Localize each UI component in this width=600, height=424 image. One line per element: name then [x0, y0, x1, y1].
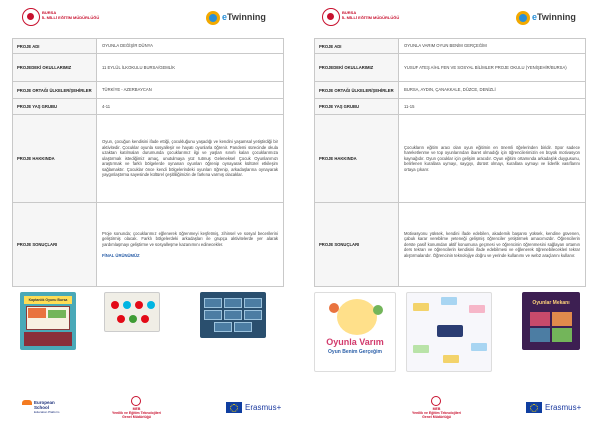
meb-emblem-icon	[131, 396, 141, 406]
yegitek-logo: MEB Yenilik ve Eğitim Teknolojileri Genel Müdürlüğü	[112, 396, 161, 420]
table-row: PROJE HAKKINDA Oyun, çocuğun kendisini ifade ettiği, çocukluğunu yaşadığı ve kendini yaşamsal yetiştirdiği bir aktivitedir. Çocuklar oyunla sosyalleşir ve hayatı oyunlarla öğrenir. Pandemi sürecinde okula uzaktan katılmaları durumunda çocuklarımız ilgi ve yaşları sınırlı kalan çocuklarımıza ulaştırmak istediğimiz amaç, unutulmaya yüz tutmuş Geleneksel Çocuk Oyunlarımızı araştırmak ve farklı bölgelerde oynanan oyunları öğrenip oynayarak kültürel etkileşim sağlamaktır. Çocuklar önce kendi bölgelerindeki oyunları öğrenip, arkadaşlarına oynayarak yaygınlaştırma sayesinde kültürel çeşitliliğimizin de farkına varmış olacaklar.	[13, 115, 284, 203]
european-school-logo: European School Education Platform	[22, 400, 59, 415]
meb-logo-icon	[322, 8, 340, 26]
online-meeting-photo: Oyunlar Mekanı	[522, 292, 580, 350]
etwinning-logo: eTwinning	[206, 11, 286, 25]
table-row: PROJE HAKKINDA Çocukların eğitim aracı olan oyun eğitimin en önemli öğelerinden biridir. Spor sadece hareketlenme ve top oyunlarından ibaret olmadığı için öğrencilerimizin en büyük motivasyon kaynağıdır. Oyun çocuklar için gelişim aracıdır. Oyun eğitim ortamında arkadaşlık duygusunu, belirlenen kurallara uymayı, saygıyı, dürüst olmayı, kurallara uymayı ve liderlik vasıflarını ortaya çıkarır.	[315, 115, 586, 203]
flag-icon	[117, 315, 125, 323]
right-page	[300, 0, 600, 424]
meb-logo-text: BURSA İL MİLLİ EĞİTİM MÜDÜRLÜĞÜ	[42, 10, 100, 20]
meb-logo-icon	[22, 8, 40, 26]
flag-icon	[141, 315, 149, 323]
erasmus-logo: Erasmus+	[526, 402, 581, 413]
classroom-board-photo: Kaptanlık Oyunu Bursa	[20, 292, 76, 350]
flags-photo	[104, 292, 160, 332]
video-call-photo	[200, 292, 266, 338]
table-row: PROJE SONUÇLARI Proje sonunda; çocuklarımız eğlenerek öğrenmeyi keşfetmiş, zihinsel ve sosyal becerilerini geliştirmiş olacak. Farklı bölgelerdeki arkadaşları ile grupça aktivitelerde yer alarak yardımlaşmayı geliştirme ve sosyalleşme kazanımını edinecekler. FİNAL ÜRÜNÜMÜZ	[13, 203, 284, 287]
meb-emblem-icon	[431, 396, 441, 406]
table-row: PROJE SONUÇLARI Motivasyonu yüksek, kendini ifade edebilen, akademik başarısı yüksek, kendine güvenen, çabuk karar verebilme yeteneği gelişmiş öğrenciler yetiştirmek amacımızdır. Öğrencilerin derste pasif konumdan aktif konumuna geçmesi ve öğrencinin öğrenmesini sağlayan ortamın ders tekrarı ve öğrencilerin kendisini ifade edebilmesi ve eğlenerek öğrenebilecekleri tekrar alıştırmalarıdır. Öğrencinin teknolojiye doğru ve yerinde kullanımı ve web2 araçlarını kullanır.	[315, 203, 586, 287]
table-row: PROJE ORTAĞI ÜLKELER/ŞEHİRLER TÜRKİYE - AZERBAYCAN	[13, 82, 284, 99]
project-table-right	[314, 38, 586, 287]
erasmus-logo: Erasmus+	[226, 402, 281, 413]
flag-icon	[129, 315, 137, 323]
meb-logo-text: BURSA İL MİLLİ EĞİTİM MÜDÜRLÜĞÜ	[342, 10, 400, 20]
table-row: PROJEDEKİ OKULLARIMIZ YUSUF ATEŞ AİHL FEN VE SOSYAL BİLİMLER PROJE OKULU (YENİŞEHİR/BURSA)	[315, 54, 586, 82]
final-product-link[interactable]: FİNAL ÜRÜNÜMÜZ	[102, 252, 140, 258]
flag-icon	[147, 301, 155, 309]
flag-icon	[111, 301, 119, 309]
oyunla-varim-logo-image: Oyunla Varım Oyun Benim Gerçeğim	[314, 292, 396, 372]
etwinning-logo: eTwinning	[516, 11, 596, 25]
table-row: PROJE ORTAĞI ÜLKELER/ŞEHİRLER BURSA, AYDIN, ÇANAKKALE, DÜZCE, DENİZLİ	[315, 82, 586, 99]
european-school-icon	[22, 400, 32, 405]
yegitek-logo: MEB Yenilik ve Eğitim Teknolojileri Genel Müdürlüğü	[412, 396, 461, 420]
etwinning-icon	[206, 11, 220, 25]
flag-icon	[135, 301, 143, 309]
table-row: PROJE YAŞ GRUBU 11-15	[315, 99, 586, 115]
table-row: PROJE ADI OYUNLA DEĞİŞİR DÜNYA	[13, 39, 284, 54]
etwinning-icon	[516, 11, 530, 25]
mind-map-image	[406, 292, 492, 372]
table-row: PROJE ADI OYUNLA VARIM OYUN BENİM GERÇEĞİM	[315, 39, 586, 54]
eu-flag-icon	[526, 402, 542, 413]
eu-flag-icon	[226, 402, 242, 413]
flag-icon	[123, 301, 131, 309]
table-row: PROJE YAŞ GRUBU 4-11	[13, 99, 284, 115]
table-row: PROJEDEKİ OKULLARIMIZ 11 EYLÜL İLKOKULU BURSA/GEMLİK	[13, 54, 284, 82]
project-table-left	[12, 38, 284, 287]
